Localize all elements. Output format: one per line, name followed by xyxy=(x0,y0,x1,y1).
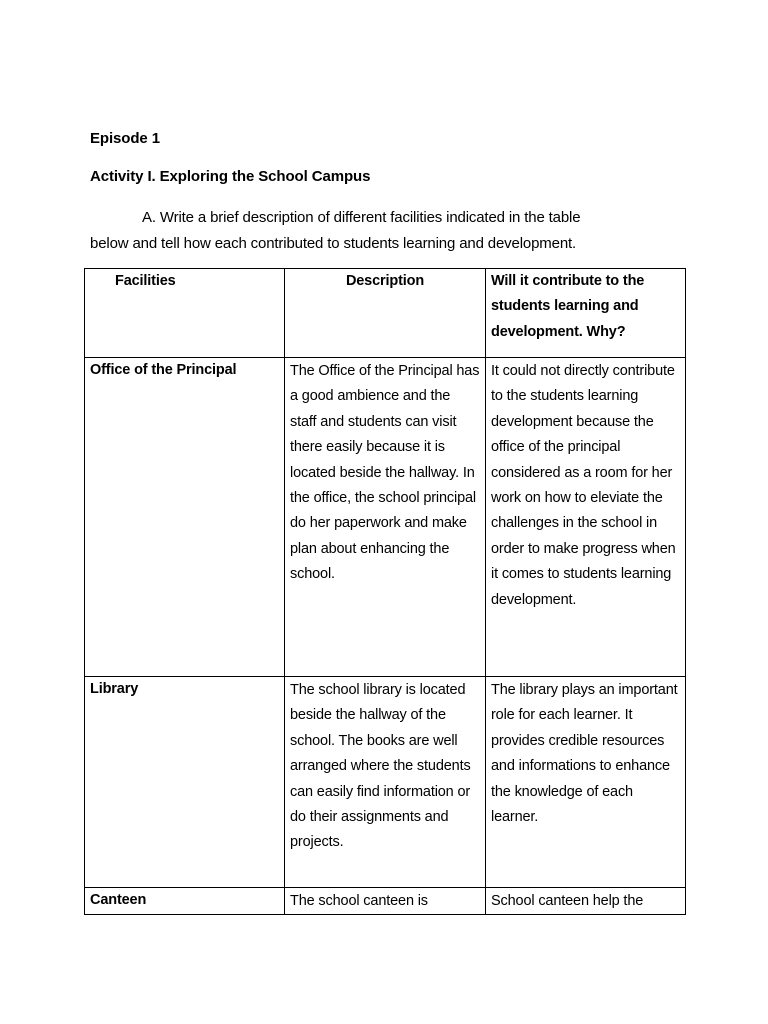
contribution-text: School canteen help the xyxy=(491,893,644,909)
instruction-paragraph xyxy=(90,205,690,257)
instruction-line-1: A. Write a brief description of different facilities indicated in the table xyxy=(142,209,581,226)
contribution-text: The library plays an important role for each learner. It provides credible resources and informations to enhance the knowledge of each learner. xyxy=(491,682,678,826)
description-text: The Office of the Principal has a good ambience and the staff and students can visit there easily because it is located beside the hallway. In the office, the school principal do her paperwork and make plan about enhancing the school. xyxy=(290,363,480,583)
contribution-text: It could not directly contribute to the students learning development because the office of the principal considered as a room for her work on how to eleviate the challenges in the school in order to make progress when it comes to students learning development. xyxy=(491,363,676,608)
facility-name-cell: Library xyxy=(85,677,285,888)
facility-name-cell: Canteen xyxy=(85,888,285,915)
table-row xyxy=(85,888,686,915)
table-row xyxy=(85,677,686,888)
description-cell xyxy=(285,888,486,915)
instruction-line-2: below and tell how each contributed to students learning and development. xyxy=(90,235,577,252)
facilities-table xyxy=(84,268,686,915)
table-header-row xyxy=(85,269,686,358)
header-description: Description xyxy=(285,269,486,358)
contribution-cell xyxy=(486,358,686,677)
activity-heading: Activity I. Exploring the School Campus xyxy=(90,168,371,185)
episode-heading: Episode 1 xyxy=(90,130,160,147)
contribution-cell xyxy=(486,888,686,915)
header-facilities: Facilities xyxy=(85,269,285,358)
contribution-cell xyxy=(486,677,686,888)
description-cell xyxy=(285,358,486,677)
facility-name-cell: Office of the Principal xyxy=(85,358,285,677)
description-text: The school canteen is xyxy=(290,893,428,909)
table-row xyxy=(85,358,686,677)
description-text: The school library is located beside the hallway of the school. The books are well arranged where the students can easily find information or do their assignments and projects. xyxy=(290,682,471,851)
description-cell xyxy=(285,677,486,888)
header-contribution: Will it contribute to the students learning and development. Why? xyxy=(486,269,686,358)
